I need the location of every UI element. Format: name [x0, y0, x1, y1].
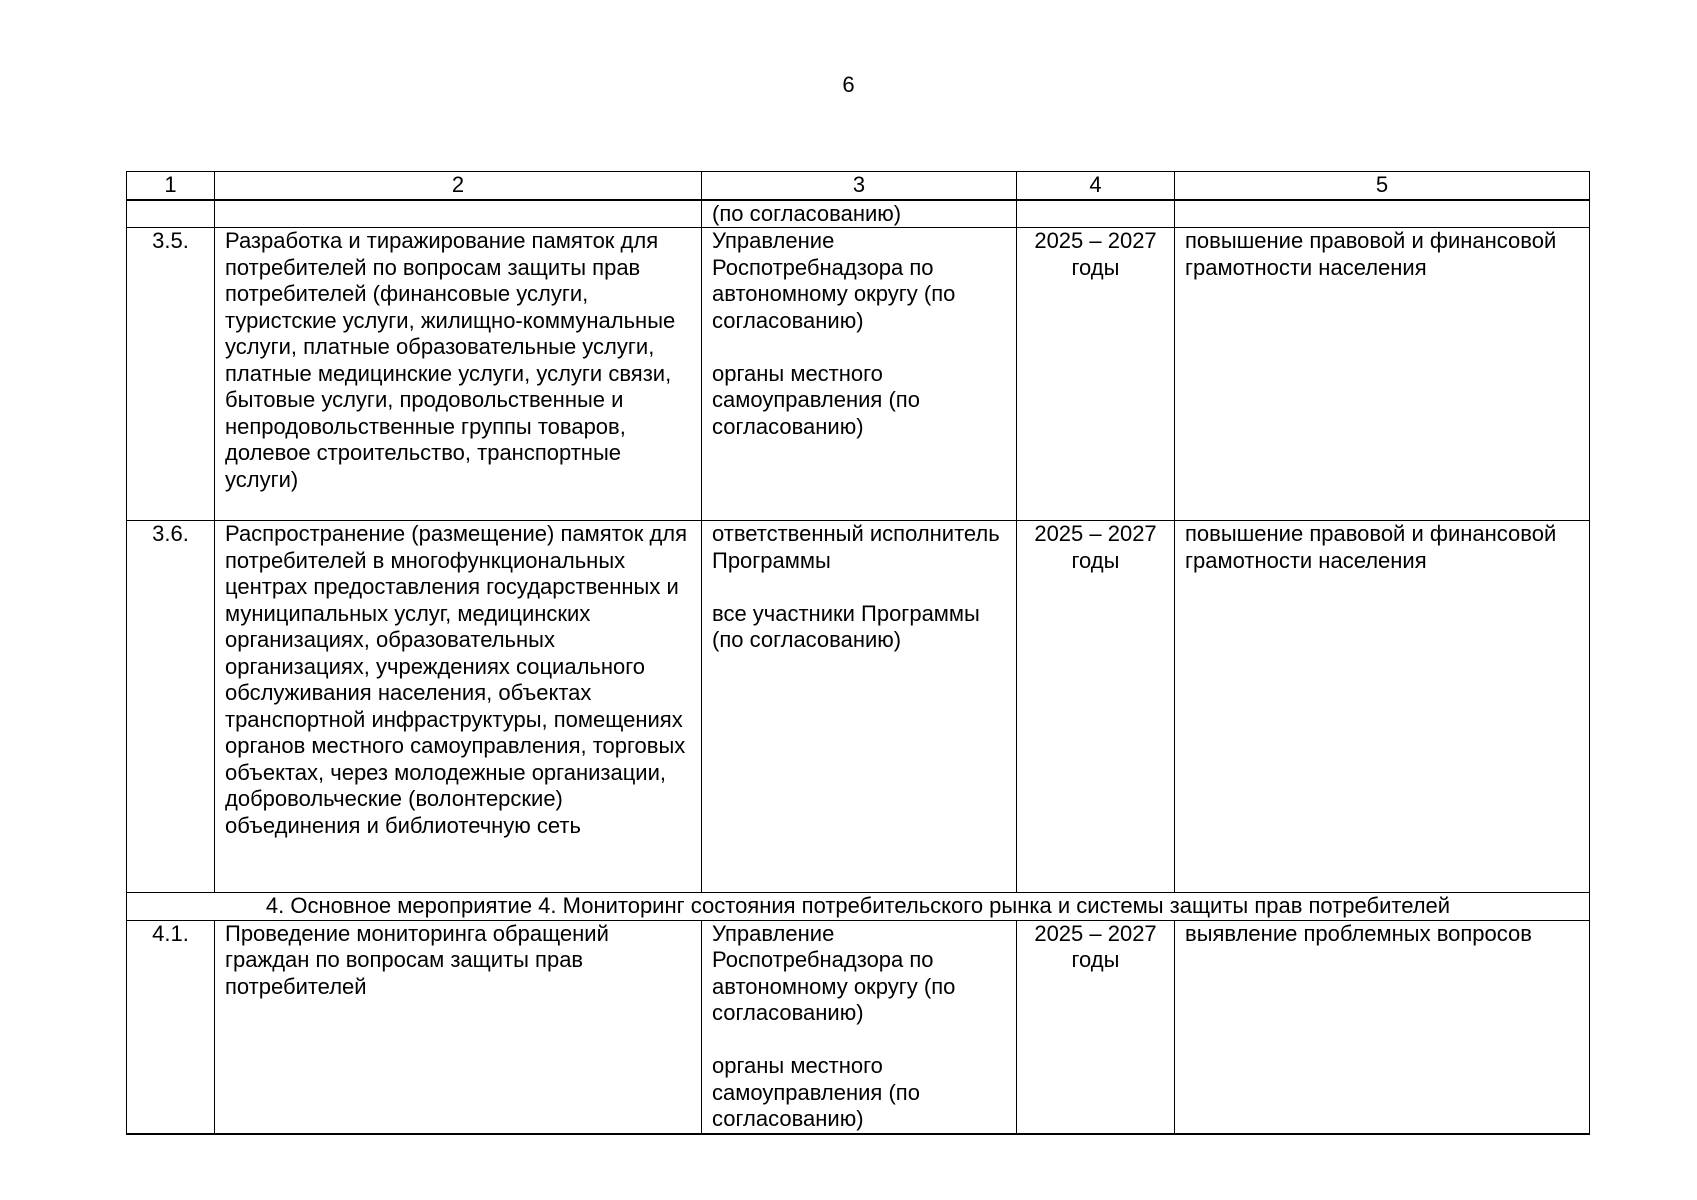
table-row: [127, 521, 1590, 893]
implementation-term: 2025 – 2027 годы: [1017, 228, 1175, 521]
measure-description: Распространение (размещение) памяток для потребителей в многофункциональных центрах предоставления государственных и муниципальных услуг, медицинских организациях, образовательных организациях, учреждениях социального обслуживания населения, объектах транспортной инфраструктуры, помещениях органов местного самоуправления, торговых объектах, через молодежные организации, добровольческие (волонтерские) объединения и библиотечную сеть: [215, 521, 702, 893]
executor-secondary: органы местного самоуправления (по согласованию): [712, 360, 920, 439]
implementation-term: 2025 – 2027 годы: [1017, 920, 1175, 1134]
column-number-5: 5: [1175, 172, 1590, 200]
responsible-executors: [702, 920, 1017, 1134]
column-number-4: 4: [1017, 172, 1175, 200]
table-row: [127, 228, 1590, 521]
executor-primary: Управление Роспотребнадзора по автономному округу (по согласованию): [712, 920, 956, 1025]
executor-primary: ответственный исполнитель Программы: [712, 521, 1000, 573]
column-number-2: 2: [215, 172, 702, 200]
row-number: 3.6.: [127, 521, 215, 893]
section-heading: 4. Основное мероприятие 4. Мониторинг состояния потребительского рынка и системы защиты прав потребителей: [127, 893, 1590, 921]
measure-description: Проведение мониторинга обращений граждан по вопросам защиты прав потребителей: [215, 920, 702, 1134]
action-plan-table: [126, 171, 1590, 1135]
executor-spacer: [712, 334, 1006, 361]
table-row: [127, 920, 1590, 1134]
continuation-row: [127, 200, 1590, 228]
expected-result: повышение правовой и финансовой грамотности населения: [1175, 521, 1590, 893]
expected-result: выявление проблемных вопросов: [1175, 920, 1590, 1134]
continuation-executor-cell: (по согласованию): [702, 200, 1017, 228]
continuation-measure-cell: [215, 200, 702, 228]
continuation-term-cell: [1017, 200, 1175, 228]
column-number-header-row: [127, 172, 1590, 200]
column-number-1: 1: [127, 172, 215, 200]
page-number: 6: [842, 72, 855, 97]
measure-description: Разработка и тиражирование памяток для потребителей по вопросам защиты прав потребителей (финансовые услуги, туристские услуги, жилищно-коммунальные услуги, платные образовательные услуги, платные медицинские услуги, услуги связи, бытовые услуги, продовольственные и непродовольственные группы товаров, долевое строительство, транспортные услуги): [215, 228, 702, 521]
executor-primary: Управление Роспотребнадзора по автономному округу (по согласованию): [712, 228, 956, 333]
implementation-term: 2025 – 2027 годы: [1017, 521, 1175, 893]
responsible-executors: [702, 521, 1017, 893]
executor-secondary: все участники Программы (по согласованию): [712, 600, 980, 652]
continuation-num-cell: [127, 200, 215, 228]
expected-result: повышение правовой и финансовой грамотности населения: [1175, 228, 1590, 521]
executor-spacer: [712, 1027, 1006, 1054]
row-number: 3.5.: [127, 228, 215, 521]
section-heading-row: [127, 893, 1590, 921]
responsible-executors: [702, 228, 1017, 521]
executor-spacer: [712, 574, 1006, 601]
row-number: 4.1.: [127, 920, 215, 1134]
executor-secondary: органы местного самоуправления (по согласованию): [712, 1053, 920, 1131]
column-number-3: 3: [702, 172, 1017, 200]
continuation-result-cell: [1175, 200, 1590, 228]
